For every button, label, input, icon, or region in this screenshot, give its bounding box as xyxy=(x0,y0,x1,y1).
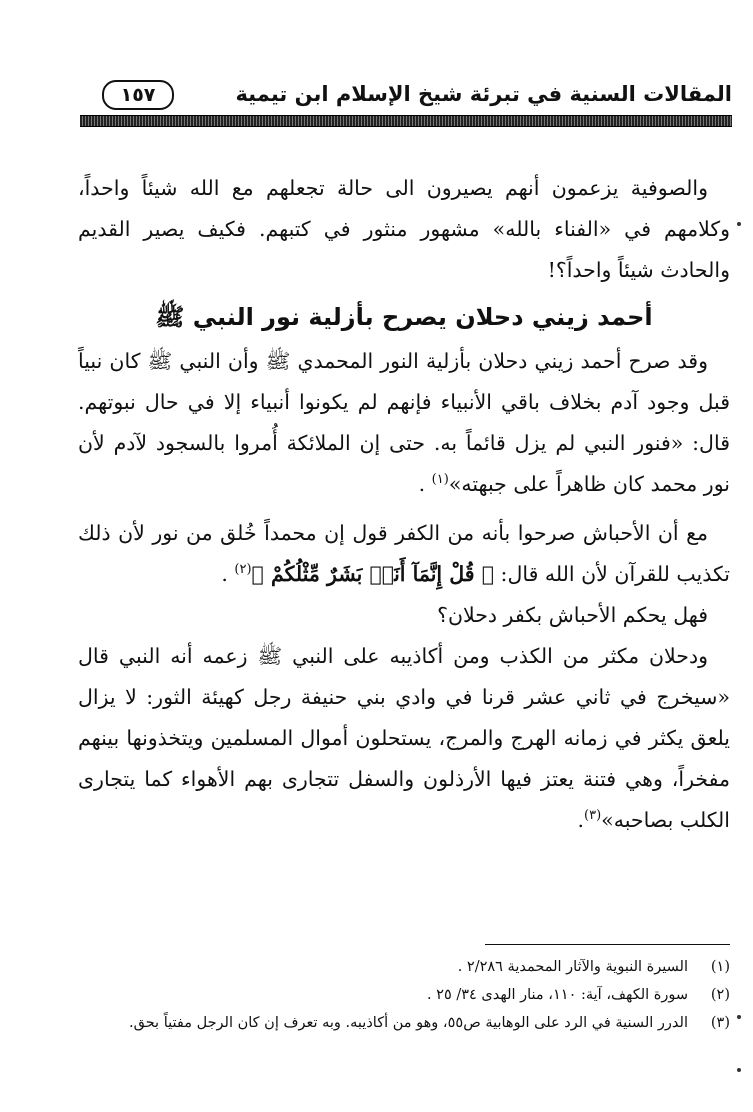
footnote-3 xyxy=(80,1009,730,1037)
footnote-number: (١) xyxy=(710,959,730,975)
page-number-badge xyxy=(102,80,174,110)
footnote-rule xyxy=(485,944,730,945)
paragraph-sufi-text: والصوفية يزعمون أنهم يصيرون الى حالة تجعلهم مع الله شيئاً واحداً، وكلامهم في «الفناء بالله» مشهور منثور في كتبهم. فكيف يصير القديم والحادث شيئاً واحداً؟! xyxy=(78,176,730,282)
paragraph-ahbash xyxy=(78,513,730,595)
footnote-text: سورة الكهف، آية: ١١٠، منار الهدى ٣٤/ ٢٥ . xyxy=(426,987,688,1003)
paragraph-ahbash-text: مع أن الأحباش صرحوا بأنه من الكفر قول إن محمداً خُلق من نور لأن ذلك تكذيب للقرآن لأن الله قال: xyxy=(78,521,730,586)
paragraph-end-mark: . xyxy=(221,562,235,586)
footnote-text: السيرة النبوية والآثار المحمدية ٢/٢٨٦ . xyxy=(457,959,688,975)
quran-verse: ﴿ قُلْ إِنَّمَآ أَنَا۠ بَشَرٌ مِّثْلُكُمْ ﴾ xyxy=(251,562,495,586)
paragraph-dahlan-lies-text: ودحلان مكثر من الكذب ومن أكاذيبه على النبي ﷺ زعمه أنه النبي قال «سيخرج في ثاني عشر قرنا في وادي بني حنيفة رجل كهيئة الثور: لا يزال يلعق يكثر في زمانه الهرج والمرج، يستحلون أموال المسلمين ويتخذونها بينهم مفخراً، وهي فتنة يعتز فيها الأرذلون والسفل تتجارى بهم الأهواء كما يتجارى الكلب بصاحبه» xyxy=(78,644,730,832)
footnote-2 xyxy=(80,981,730,1009)
margin-speck xyxy=(737,1068,741,1072)
header-rule xyxy=(80,115,732,127)
paragraph-dahlan-lies xyxy=(78,636,730,841)
footnotes xyxy=(80,953,730,1037)
paragraph-question-text: فهل يحكم الأحباش بكفر دحلان؟ xyxy=(437,603,708,627)
footnote-ref-3[interactable]: (٣) xyxy=(584,808,602,824)
margin-speck xyxy=(737,1015,741,1019)
footnote-ref-2[interactable]: (٢) xyxy=(234,562,252,578)
margin-speck xyxy=(737,222,741,226)
footnote-text: الدرر السنية في الرد على الوهابية ص٥٥، وهو من أكاذيبه. وبه تعرف إن كان الرجل مفتياً بحق. xyxy=(129,1015,688,1031)
paragraph-question xyxy=(78,595,730,636)
paragraph-end-mark: . xyxy=(577,808,585,832)
footnote-ref-1[interactable]: (١) xyxy=(431,472,449,488)
paragraph-sufi xyxy=(78,168,730,291)
paragraph-end-mark: . xyxy=(418,472,432,496)
page-header xyxy=(80,78,732,118)
paragraph-dahlan-claim xyxy=(78,341,730,505)
footnote-number: (٢) xyxy=(710,987,730,1003)
section-heading: أحمد زيني دحلان يصرح بأزلية نور النبي ﷺ xyxy=(155,303,653,331)
body-text xyxy=(78,168,730,841)
paragraph-dahlan-claim-text: وقد صرح أحمد زيني دحلان بأزلية النور المحمدي ﷺ وأن النبي ﷺ كان نبياً قبل وجود آدم بخلاف باقي الأنبياء فإنهم لم يكونوا أنبياء إلا في حال نبوتهم. قال: «فنور النبي لم يزل قائماً به. حتى إن الملائكة أُمروا بالسجود لآدم لأن نور محمد كان ظاهراً على جبهته» xyxy=(78,349,730,496)
footnote-number: (٣) xyxy=(710,1015,730,1031)
running-title: المقالات السنية في تبرئة شيخ الإسلام ابن تيمية xyxy=(235,82,732,106)
page-number: ١٥٧ xyxy=(120,84,156,106)
footnote-1 xyxy=(80,953,730,981)
